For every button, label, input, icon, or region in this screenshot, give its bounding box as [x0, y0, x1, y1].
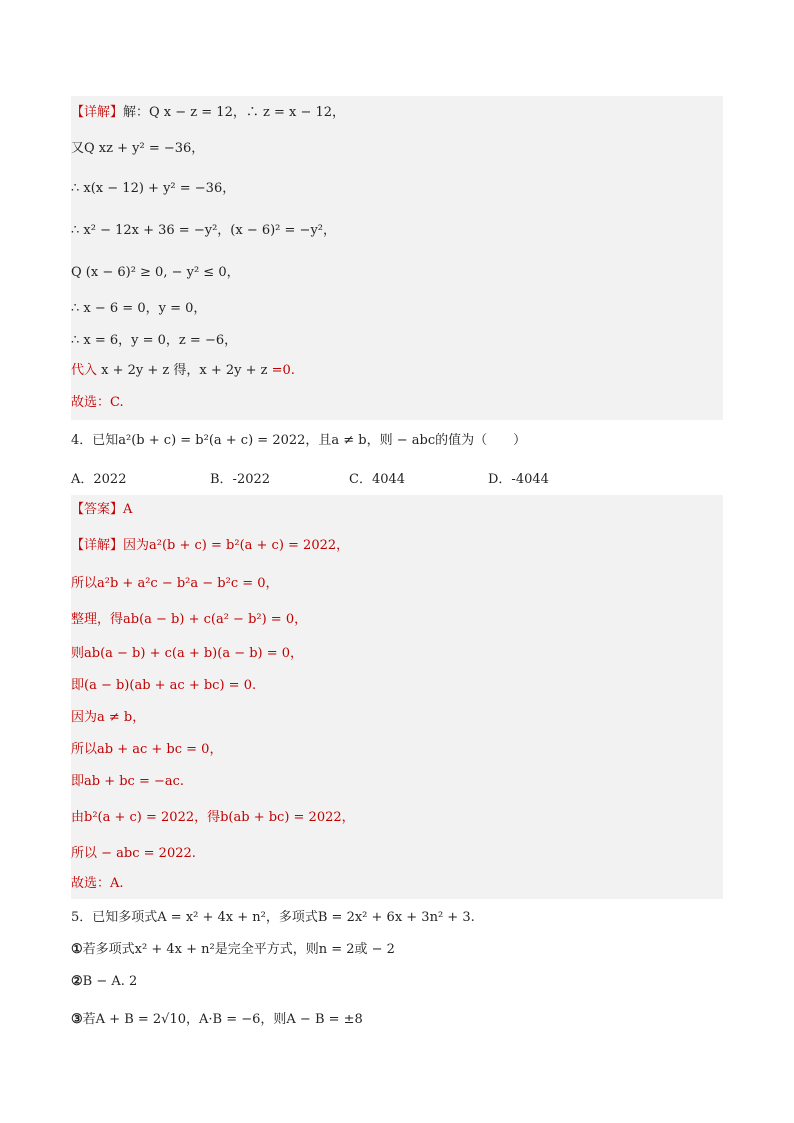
- item-number: ②: [71, 974, 83, 989]
- solution-line: ∴ x = 6，y = 0，z = −6，: [71, 333, 238, 348]
- solution-line: 所以a²b + a²c − b²a − b²c = 0，: [71, 576, 279, 591]
- line-prefix: 代入: [71, 363, 98, 378]
- option-b: B．-2022: [210, 472, 271, 487]
- detail-tag: 【详解】: [71, 105, 124, 120]
- answer-value: A: [123, 502, 133, 517]
- question-4-stem: 4．已知a²(b + c) = b²(a + c) = 2022，且a ≠ b，则 − abc的值为（ ）: [71, 433, 527, 448]
- document-page: [71, 96, 723, 1029]
- option-d: D．-4044: [488, 472, 549, 487]
- item-text: 若多项式x² + 4x + n²是完全平方式，则n = 2或 − 2: [82, 942, 395, 957]
- solution-line: 由b²(a + c) = 2022，得b(ab + bc) = 2022，: [71, 810, 355, 825]
- solution-block-q3: [71, 96, 723, 420]
- item-number: ③: [71, 1012, 83, 1027]
- item-text: 若A + B = 2√10，A·B = −6，则A − B = ±8: [82, 1012, 363, 1027]
- solution-line: 整理，得ab(a − b) + c(a² − b²) = 0，: [71, 612, 308, 627]
- solution-line: Q (x − 6)² ≥ 0, − y² ≤ 0，: [71, 265, 240, 280]
- solution-line: [71, 104, 345, 122]
- question-4-options: [71, 468, 723, 487]
- option-c: C．4044: [349, 472, 406, 487]
- line-text: 解：Q x − z = 12，∴ z = x − 12，: [123, 105, 346, 120]
- solution-conclusion: 故选：A.: [71, 876, 124, 891]
- solution-line: 所以ab + ac + bc = 0，: [71, 742, 223, 757]
- solution-line: [71, 362, 295, 380]
- solution-line: 即ab + bc = −ac.: [71, 774, 185, 789]
- line-suffix: =0.: [271, 363, 295, 378]
- item-number: ①: [71, 942, 83, 957]
- line-text: x + 2y + z 得，x + 2y + z: [97, 363, 272, 378]
- solution-line: 所以 − abc = 2022.: [71, 846, 196, 861]
- question-5-stem: 5．已知多项式A = x² + 4x + n²，多项式B = 2x² + 6x + 3n² + 3.: [71, 910, 475, 925]
- item-text: B − A. 2: [82, 974, 138, 989]
- solution-block-q4: [71, 495, 723, 899]
- solution-line: 即(a − b)(ab + ac + bc) = 0.: [71, 678, 257, 693]
- solution-line: 因为a ≠ b，: [71, 710, 146, 725]
- solution-line: ∴ x² − 12x + 36 = −y²，(x − 6)² = −y²，: [71, 223, 337, 238]
- question-5-item: [71, 1011, 723, 1029]
- solution-line: [71, 537, 349, 555]
- solution-line: 则ab(a − b) + c(a + b)(a − b) = 0，: [71, 646, 304, 661]
- solution-conclusion: 故选：C.: [71, 395, 124, 410]
- solution-line: 又Q xz + y² = −36，: [71, 141, 205, 156]
- option-a: A．2022: [71, 472, 127, 487]
- solution-line: ∴ x − 6 = 0，y = 0，: [71, 301, 207, 316]
- answer-tag: 【答案】: [71, 502, 124, 517]
- question-5-item: [71, 941, 723, 959]
- line-text: 因为a²(b + c) = b²(a + c) = 2022，: [123, 538, 350, 553]
- solution-line: ∴ x(x − 12) + y² = −36，: [71, 181, 236, 196]
- answer-line: [71, 501, 132, 519]
- question-5-item: [71, 973, 723, 991]
- detail-tag: 【详解】: [71, 538, 124, 553]
